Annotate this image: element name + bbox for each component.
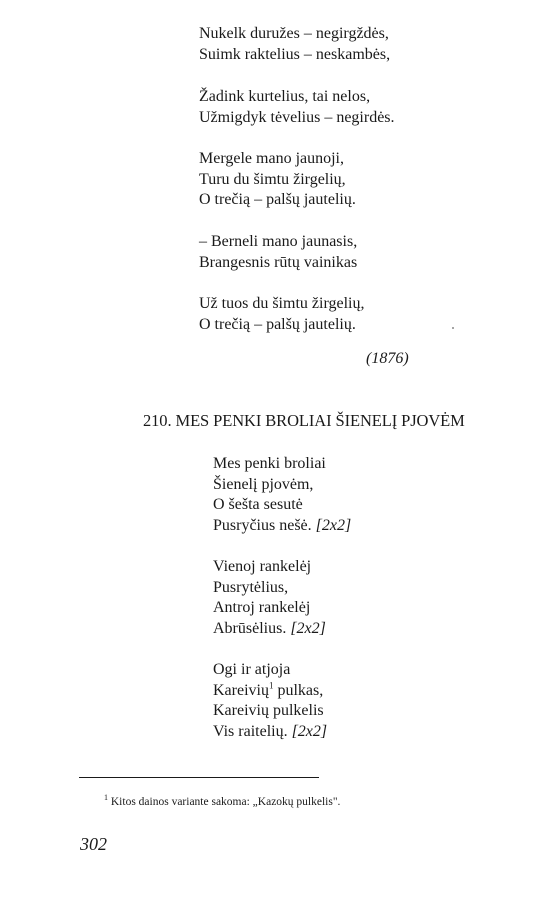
song-line — [213, 722, 327, 743]
poem-line: – Berneli mano jaunasis, — [199, 233, 358, 250]
poem-line: O trečią – palšų jautelių. — [199, 315, 356, 333]
poem-line: Suimk raktelius – neskambės, — [199, 45, 391, 63]
poem-date: (1876) — [366, 350, 409, 367]
song-heading: 210. MES PENKI BROLIAI ŠIENELĮ PJOVĖM — [143, 411, 465, 430]
footnote-reference: 1 — [268, 680, 274, 691]
scan-speck — [452, 327, 454, 329]
song-line — [213, 619, 326, 640]
song-line: Ogi ir atjoja — [213, 661, 291, 678]
song-stanza-2 — [213, 557, 326, 639]
poem-line: Už tuos du šimtu žirgelių, — [199, 295, 365, 312]
song-line: Pusrytėlius, — [213, 578, 289, 596]
poem-line: Užmigdyk tėvelius – negirdės. — [199, 108, 395, 126]
poem-line: Mergele mano jaunoji, — [199, 150, 344, 167]
poem-stanza-5 — [199, 294, 364, 335]
song-line-text: pulkas, — [273, 681, 324, 699]
poem-line: Nukelk duružes – negirgždės, — [199, 25, 389, 42]
footnote — [104, 793, 341, 808]
poem-line: Žadink kurtelius, tai nelos, — [199, 88, 371, 105]
song-line-text: Vis raitelių. — [213, 722, 288, 740]
song-line-text: Pusryčius nešė. — [213, 516, 312, 534]
repeat-marker: [2x2] — [315, 516, 352, 534]
song-line: Šienelį pjovėm, — [213, 475, 314, 493]
poem-stanza-4 — [199, 232, 357, 273]
song-line — [213, 516, 351, 537]
song-stanza-1 — [213, 454, 351, 536]
song-line: Vienoj rankelėj — [213, 558, 312, 575]
song-line — [213, 681, 327, 702]
song-line: Kareivių pulkelis — [213, 702, 324, 719]
song-line: O šešta sesutė — [213, 496, 303, 513]
footnote-rule — [79, 777, 319, 778]
poem-stanza-2 — [199, 87, 395, 128]
page-number: 302 — [80, 834, 107, 854]
poem-stanza-3 — [199, 149, 356, 211]
repeat-marker: [2x2] — [291, 722, 328, 740]
poem-stanza-1 — [199, 24, 390, 65]
song-line: Mes penki broliai — [213, 455, 326, 472]
footnote-text: Kitos dainos variante sakoma: „Kazokų pulkelis". — [108, 796, 341, 808]
footnote-marker: 1 — [104, 793, 108, 803]
song-line-text: Kareivių — [213, 681, 269, 699]
song-line-text: Abrūsėlius. — [213, 619, 287, 637]
repeat-marker: [2x2] — [290, 619, 326, 637]
poem-line: O trečią – palšų jautelių. — [199, 191, 356, 208]
song-stanza-3 — [213, 660, 327, 742]
poem-line: Turu du šimtu žirgelių, — [199, 170, 346, 188]
song-line: Antroj rankelėj — [213, 599, 311, 616]
poem-line: Brangesnis rūtų vainikas — [199, 253, 358, 271]
